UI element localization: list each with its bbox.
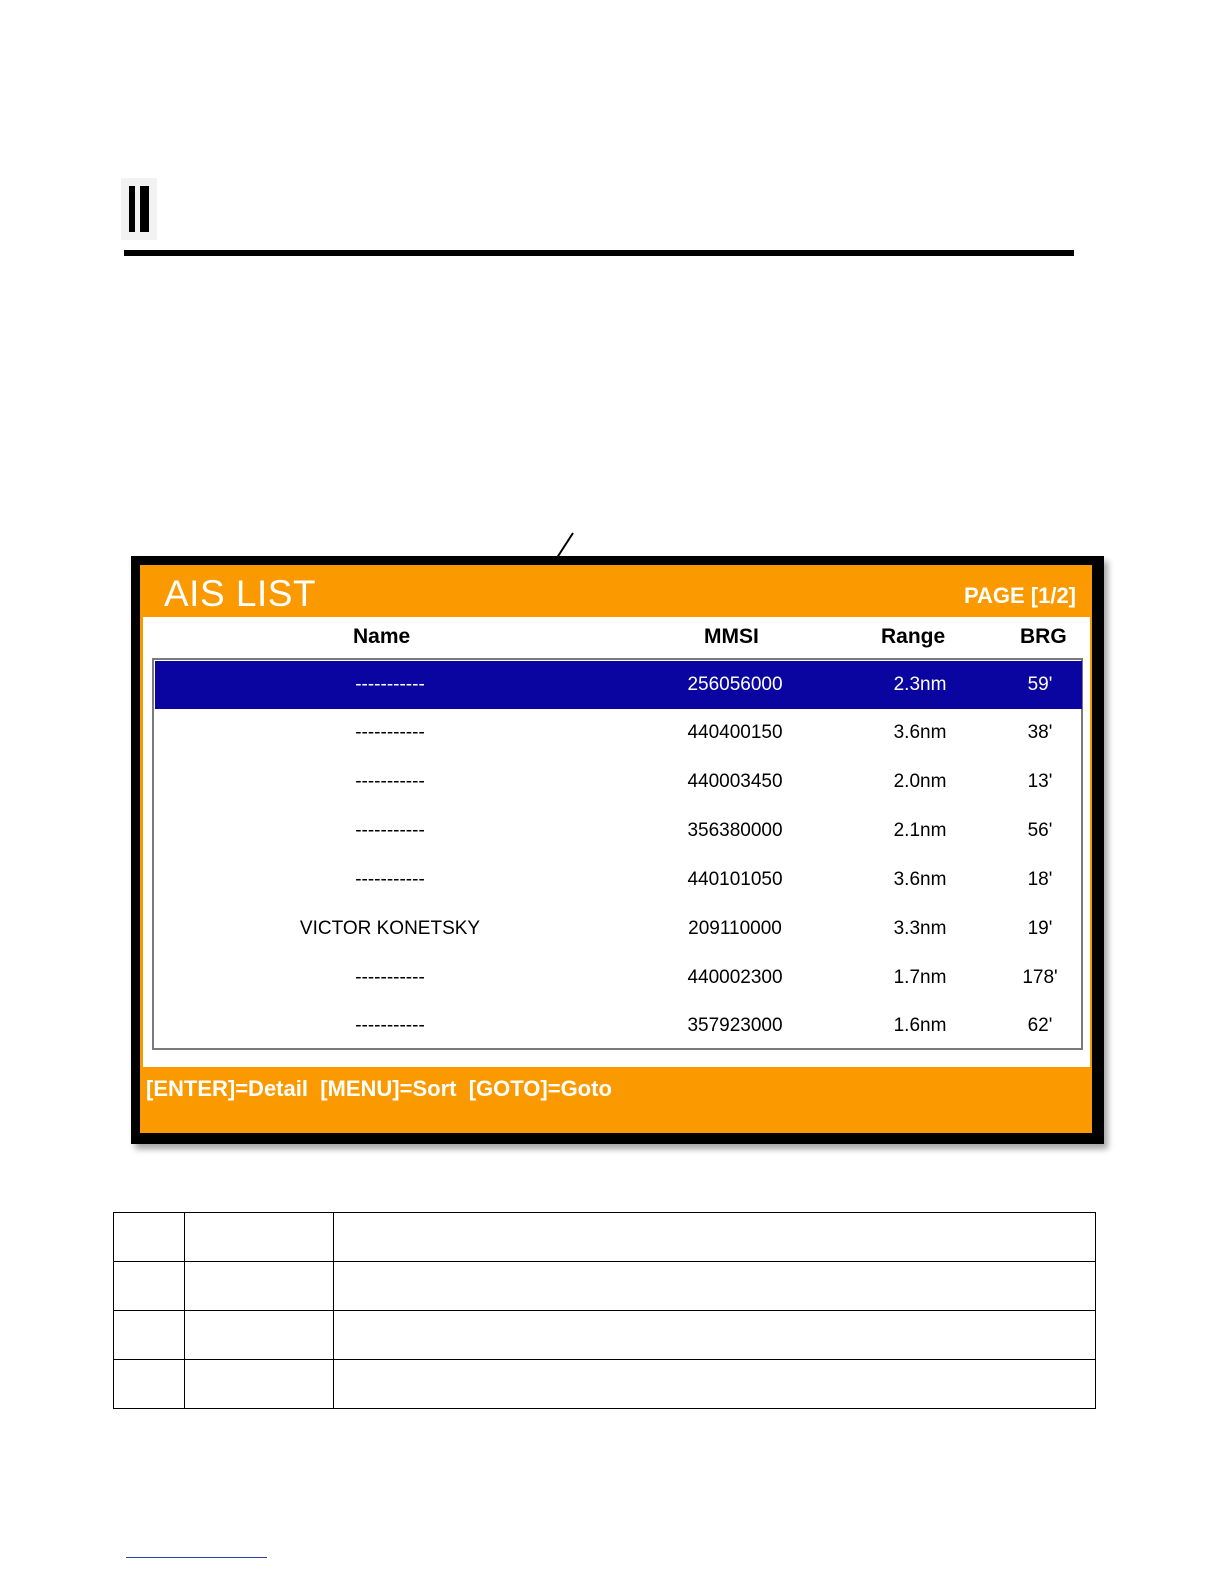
row-brg: 18' (1027, 869, 1053, 890)
row-name: ----------- (355, 1015, 425, 1036)
row-name: ----------- (355, 820, 425, 841)
legend-cell (114, 1213, 185, 1262)
ais-screen (131, 556, 1104, 1144)
legend-row (114, 1262, 1096, 1311)
column-header-mmsi: MMSI (704, 625, 759, 648)
footer-link-underline (126, 1557, 267, 1558)
row-mmsi: 357923000 (687, 1015, 783, 1036)
row-mmsi: 256056000 (687, 674, 783, 695)
ais-row[interactable] (155, 954, 1082, 1002)
row-name: ----------- (355, 722, 425, 743)
legend-cell (334, 1311, 1096, 1360)
row-brg: 56' (1027, 820, 1053, 841)
ais-row[interactable] (155, 1002, 1082, 1050)
row-brg: 19' (1027, 918, 1053, 939)
row-range: 3.3nm (893, 918, 947, 939)
legend-cell (185, 1360, 334, 1409)
row-name: VICTOR KONETSKY (299, 918, 481, 939)
row-name: ----------- (355, 869, 425, 890)
legend-cell (185, 1213, 334, 1262)
row-range: 3.6nm (893, 869, 947, 890)
row-mmsi: 440002300 (687, 967, 783, 988)
row-range: 2.3nm (893, 674, 947, 695)
legend-row (114, 1311, 1096, 1360)
legend-cell (185, 1311, 334, 1360)
legend-cell (334, 1213, 1096, 1262)
ais-list (152, 658, 1083, 1050)
column-header-brg: BRG (1020, 625, 1067, 648)
ais-row[interactable] (155, 709, 1082, 757)
row-range: 2.1nm (893, 820, 947, 841)
row-brg: 38' (1027, 722, 1053, 743)
ais-row-selected[interactable] (155, 661, 1082, 709)
ais-row[interactable] (155, 856, 1082, 904)
page-indicator: PAGE [1/2] (963, 583, 1076, 608)
row-mmsi: 440400150 (687, 722, 783, 743)
row-name: ----------- (355, 771, 425, 792)
ais-table (143, 617, 1090, 1067)
row-range: 3.6nm (893, 722, 947, 743)
row-name: ----------- (355, 674, 425, 695)
legend-cell (334, 1360, 1096, 1409)
legend-row (114, 1360, 1096, 1409)
key-hints: [ENTER]=Detail [MENU]=Sort [GOTO]=Goto (146, 1076, 612, 1101)
row-brg: 62' (1027, 1015, 1053, 1036)
legend-cell (334, 1262, 1096, 1311)
legend-cell (185, 1262, 334, 1311)
ais-row[interactable] (155, 758, 1082, 806)
row-name: ----------- (355, 967, 425, 988)
legend-table (113, 1212, 1096, 1409)
row-mmsi: 440101050 (687, 869, 783, 890)
column-header-name: Name (353, 625, 411, 648)
row-range: 2.0nm (893, 771, 947, 792)
row-brg: 59' (1027, 674, 1053, 695)
row-range: 1.6nm (893, 1015, 947, 1036)
row-mmsi: 440003450 (687, 771, 783, 792)
ais-screen-panel (140, 565, 1092, 1133)
legend-cell (114, 1360, 185, 1409)
column-header-range: Range (881, 625, 946, 648)
row-brg: 178' (1022, 967, 1058, 988)
ais-row[interactable] (155, 807, 1082, 855)
row-mmsi: 209110000 (688, 918, 782, 939)
row-brg: 13' (1027, 771, 1053, 792)
screen-title: AIS LIST (164, 573, 317, 614)
legend-cell (114, 1262, 185, 1311)
row-mmsi: 356380000 (687, 820, 783, 841)
legend-row (114, 1213, 1096, 1262)
legend-cell (114, 1311, 185, 1360)
row-range: 1.7nm (893, 967, 947, 988)
ais-row[interactable] (155, 905, 1082, 953)
